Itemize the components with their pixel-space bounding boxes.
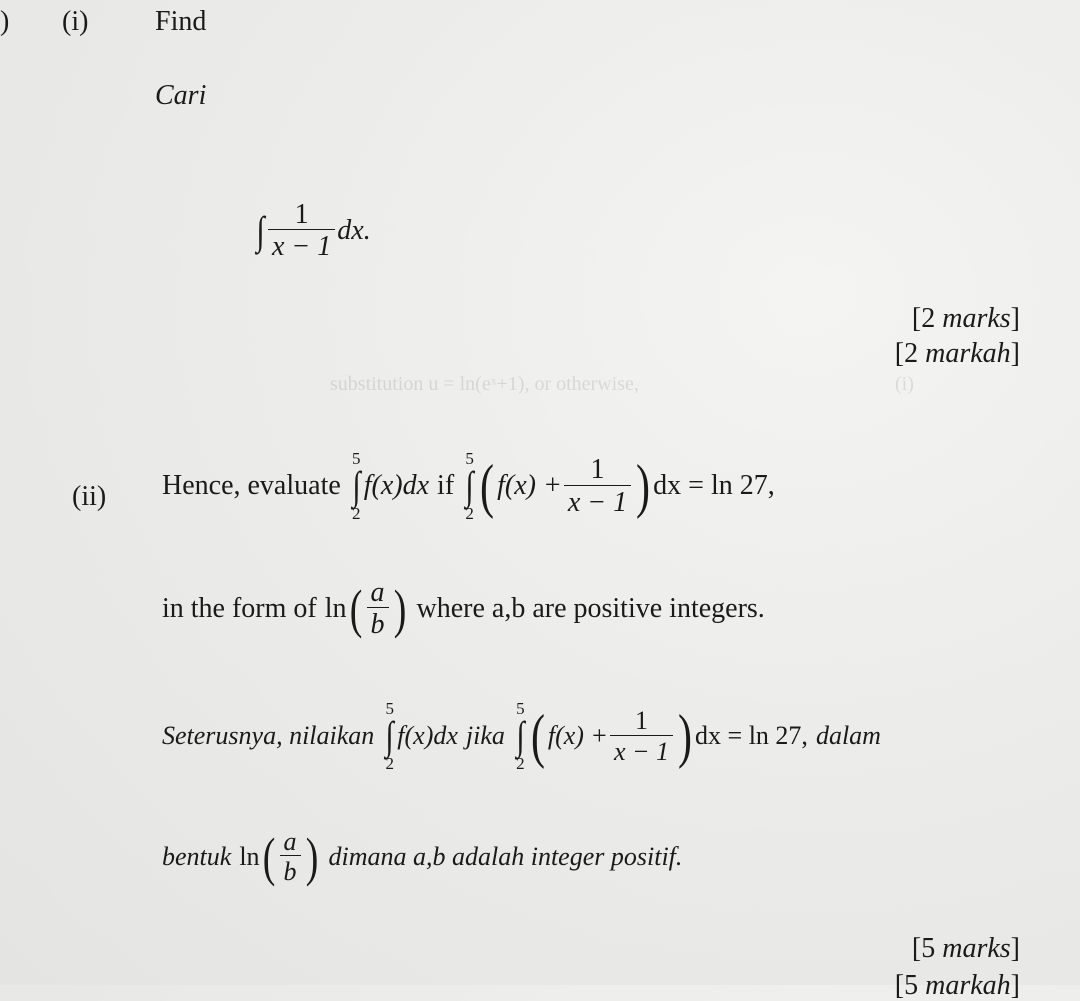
left-paren: (	[349, 578, 362, 639]
marks-en: [2 marks]	[911, 303, 1020, 334]
definite-integral-1	[384, 700, 395, 772]
fraction-numerator: 1	[635, 706, 649, 736]
integral-tail: dx.	[337, 214, 371, 246]
fraction	[268, 200, 335, 262]
fraction-a-over-b	[280, 828, 301, 886]
fraction-numerator: 1	[294, 199, 309, 230]
right-paren: )	[678, 703, 693, 769]
upper-limit: 5	[352, 449, 361, 468]
fraction-numerator: a	[283, 827, 297, 856]
evaluate-line	[162, 450, 775, 522]
cari-heading: Cari	[155, 80, 207, 111]
right-paren: )	[305, 826, 318, 887]
right-paren: )	[393, 578, 406, 639]
bleed-through-label: (i)	[895, 373, 914, 395]
integrand: f(x)dx	[397, 721, 458, 750]
where-text: where a,b are positive integers.	[416, 592, 765, 624]
right-paren: )	[636, 453, 651, 519]
jika-text: jika	[465, 721, 505, 750]
integral-sign: ∫	[516, 713, 525, 758]
evaluate-text: Hence, evaluate	[162, 470, 341, 501]
marks-ms: [2 markah]	[894, 338, 1020, 369]
part-i-label: (i)	[62, 6, 89, 37]
marks-5-en: [5 marks]	[911, 933, 1020, 964]
integrand: f(x)dx	[363, 470, 430, 501]
upper-limit: 5	[465, 449, 474, 468]
ln-text: ln	[324, 592, 347, 624]
upper-limit: 5	[516, 699, 525, 718]
question-bracket: )	[0, 6, 10, 37]
dimana-text: dimana a,b adalah integer positif.	[328, 841, 683, 871]
lower-limit: 2	[516, 754, 525, 773]
fraction-denominator: x − 1	[564, 485, 631, 517]
fraction-numerator: a	[370, 577, 385, 608]
left-paren: (	[262, 826, 275, 887]
form-line	[162, 578, 765, 640]
nilaikan-text: Seterusnya, nilaikan	[162, 721, 375, 750]
integral-expression	[255, 200, 371, 262]
bentuk-line	[162, 828, 682, 886]
nilaikan-line	[162, 700, 881, 772]
lower-limit: 2	[465, 504, 474, 523]
form-text: in the form of	[162, 592, 317, 624]
equation-tail: dx = ln 27,	[695, 721, 808, 750]
fraction-denominator: b	[367, 607, 389, 639]
definite-integral-2	[515, 700, 526, 772]
integral-sign: ∫	[256, 207, 265, 253]
dalam-text: dalam	[815, 721, 881, 750]
definite-integral-1	[351, 450, 362, 522]
left-paren: (	[530, 703, 545, 769]
integral-sign: ∫	[352, 463, 361, 508]
fraction	[610, 707, 673, 765]
integral-sign: ∫	[465, 463, 474, 508]
integral-sign: ∫	[385, 713, 394, 758]
upper-limit: 5	[385, 699, 395, 718]
if-text: if	[437, 470, 455, 501]
fx-term: f(x) +	[547, 721, 608, 750]
fraction-numerator: 1	[590, 454, 605, 486]
lower-limit: 2	[352, 504, 361, 523]
bleed-through-text: substitution u = ln(eˣ+1), or otherwise,	[330, 373, 639, 395]
fraction-denominator: b	[280, 855, 301, 885]
fraction	[564, 455, 631, 517]
find-heading: Find	[155, 6, 207, 37]
definite-integral-2	[464, 450, 475, 522]
marks-5-ms-partial: [5 markah]	[894, 970, 1020, 1001]
fraction-a-over-b	[367, 578, 389, 640]
equation-tail: dx = ln 27,	[653, 470, 775, 501]
part-ii-label: (ii)	[72, 481, 107, 512]
lower-limit: 2	[385, 754, 395, 773]
ln-text: ln	[239, 841, 260, 871]
fx-term: f(x) +	[497, 470, 562, 501]
left-paren: (	[480, 453, 495, 519]
fraction-denominator: x − 1	[610, 735, 673, 765]
fraction-denominator: x − 1	[268, 229, 335, 261]
bentuk-text: bentuk	[162, 841, 232, 871]
